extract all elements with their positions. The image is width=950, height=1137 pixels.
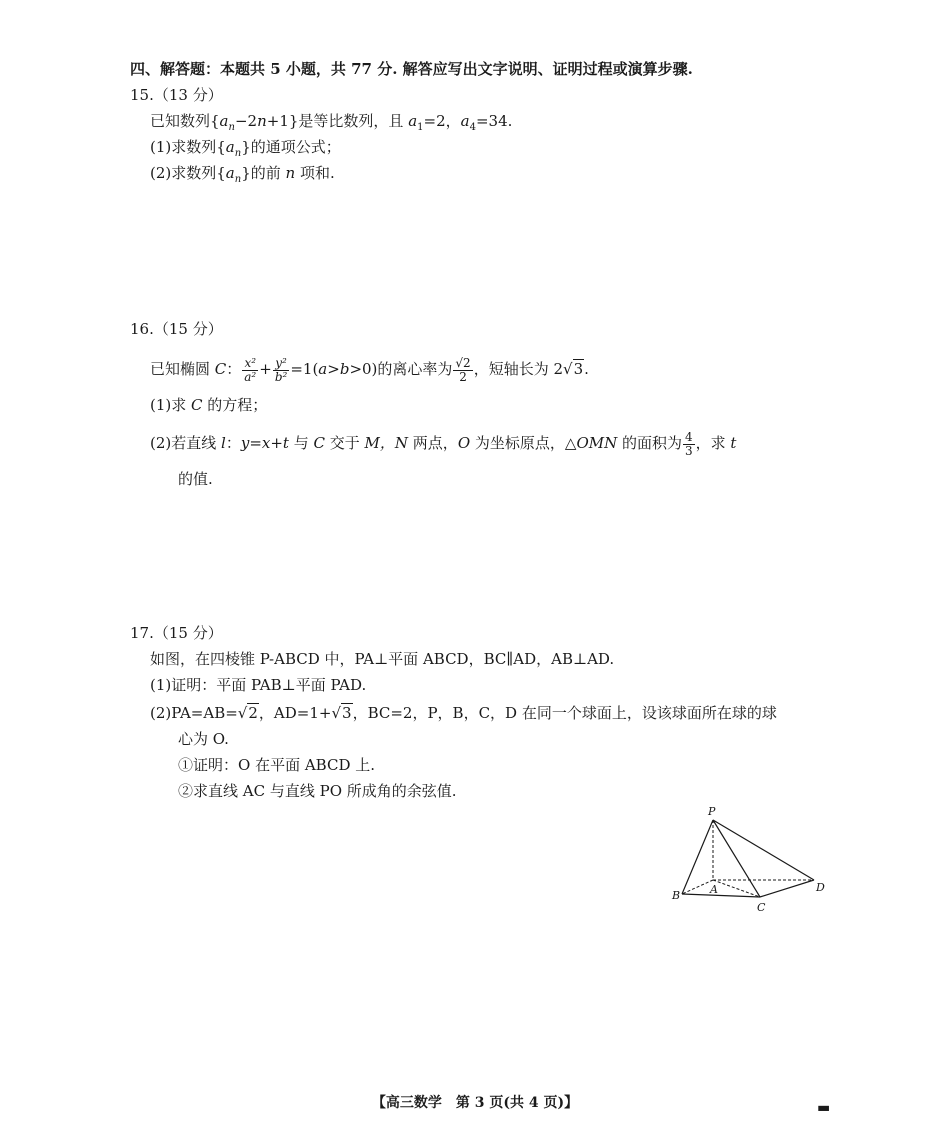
q17-part2-tail: 心为 O.: [178, 730, 229, 748]
pyramid-figure: [668, 800, 838, 920]
q17-stem: 如图，在四棱锥 P-ABCD 中，PA⊥平面 ABCD，BC∥AD，AB⊥AD.: [150, 650, 615, 668]
edge-pb: [682, 820, 713, 894]
label-c: C: [757, 901, 766, 914]
q17-sub2: ②求直线 AC 与直线 PO 所成角的余弦值.: [178, 782, 457, 800]
edge-bc: [682, 894, 760, 897]
q16-part2-tail: 的值.: [178, 470, 213, 488]
q17-sub1: ①证明：O 在平面 ABCD 上.: [178, 756, 376, 774]
edge-pd: [713, 820, 814, 880]
q15-part2: (2)求数列$\{a_n\}$的前 n 项和.: [150, 164, 335, 185]
q17-part1: (1)证明：平面 PAB⊥平面 PAD.: [150, 676, 367, 694]
edge-cd: [760, 880, 814, 897]
page-footer: 【高三数学 第 3 页(共 4 页)】: [371, 1095, 579, 1111]
q17-header: 17.（15 分）: [130, 624, 223, 642]
label-b: B: [672, 889, 681, 902]
fraction-y: $\frac{\text{y²}}{\text{b²}}$: [274, 355, 288, 384]
label-a: A: [710, 883, 718, 896]
q15-stem: 已知数列$\{a_n-2n+1\}$是等比数列，且 $a_1=2$，$a_4=34$.: [150, 112, 513, 133]
fraction-x: $\frac{\text{x²}}{\text{a²}}$: [244, 355, 257, 384]
q17-part2: (2)PA=AB=√2，AD=1+√3，BC=2，P，B，C，D 在同一个球面上，设该球面所在球的球: [150, 704, 777, 722]
fraction-eccentricity: $\frac{√2}{2}$: [455, 355, 471, 384]
q16-part1: (1)求 C 的方程；: [150, 396, 268, 414]
q15-header: 15.（13 分）: [130, 86, 223, 104]
section-heading: 四、解答题：本题共 5 小题，共 77 分. 解答应写出文字说明、证明过程或演算步骤.: [130, 60, 693, 78]
fraction-area: $\frac{4}{3}$: [685, 429, 693, 458]
q16-stem: 已知椭圆 C： $\frac{\text{x²}}{\text{a²}}$ + $\frac{\text{y²}}{\text{b²}}$ =1(a>b>0)的离心率为 $\frac{√2}{2}$ ，短轴长为 2√3.: [150, 355, 589, 384]
label-d: D: [816, 881, 825, 894]
q15-part1: (1)求数列$\{a_n\}$的通项公式；: [150, 138, 341, 159]
q16-part2: (2)若直线 l：y=x+t 与 C 交于 M，N 两点，O 为坐标原点，△OMN 的面积为 $\frac{4}{3}$ ，求 t: [150, 429, 737, 458]
corner-mark: ▬: [817, 1100, 831, 1116]
label-p: P: [708, 805, 716, 818]
edge-pc: [713, 820, 760, 897]
q16-header: 16.（15 分）: [130, 320, 223, 338]
edge-ac: [713, 880, 760, 897]
